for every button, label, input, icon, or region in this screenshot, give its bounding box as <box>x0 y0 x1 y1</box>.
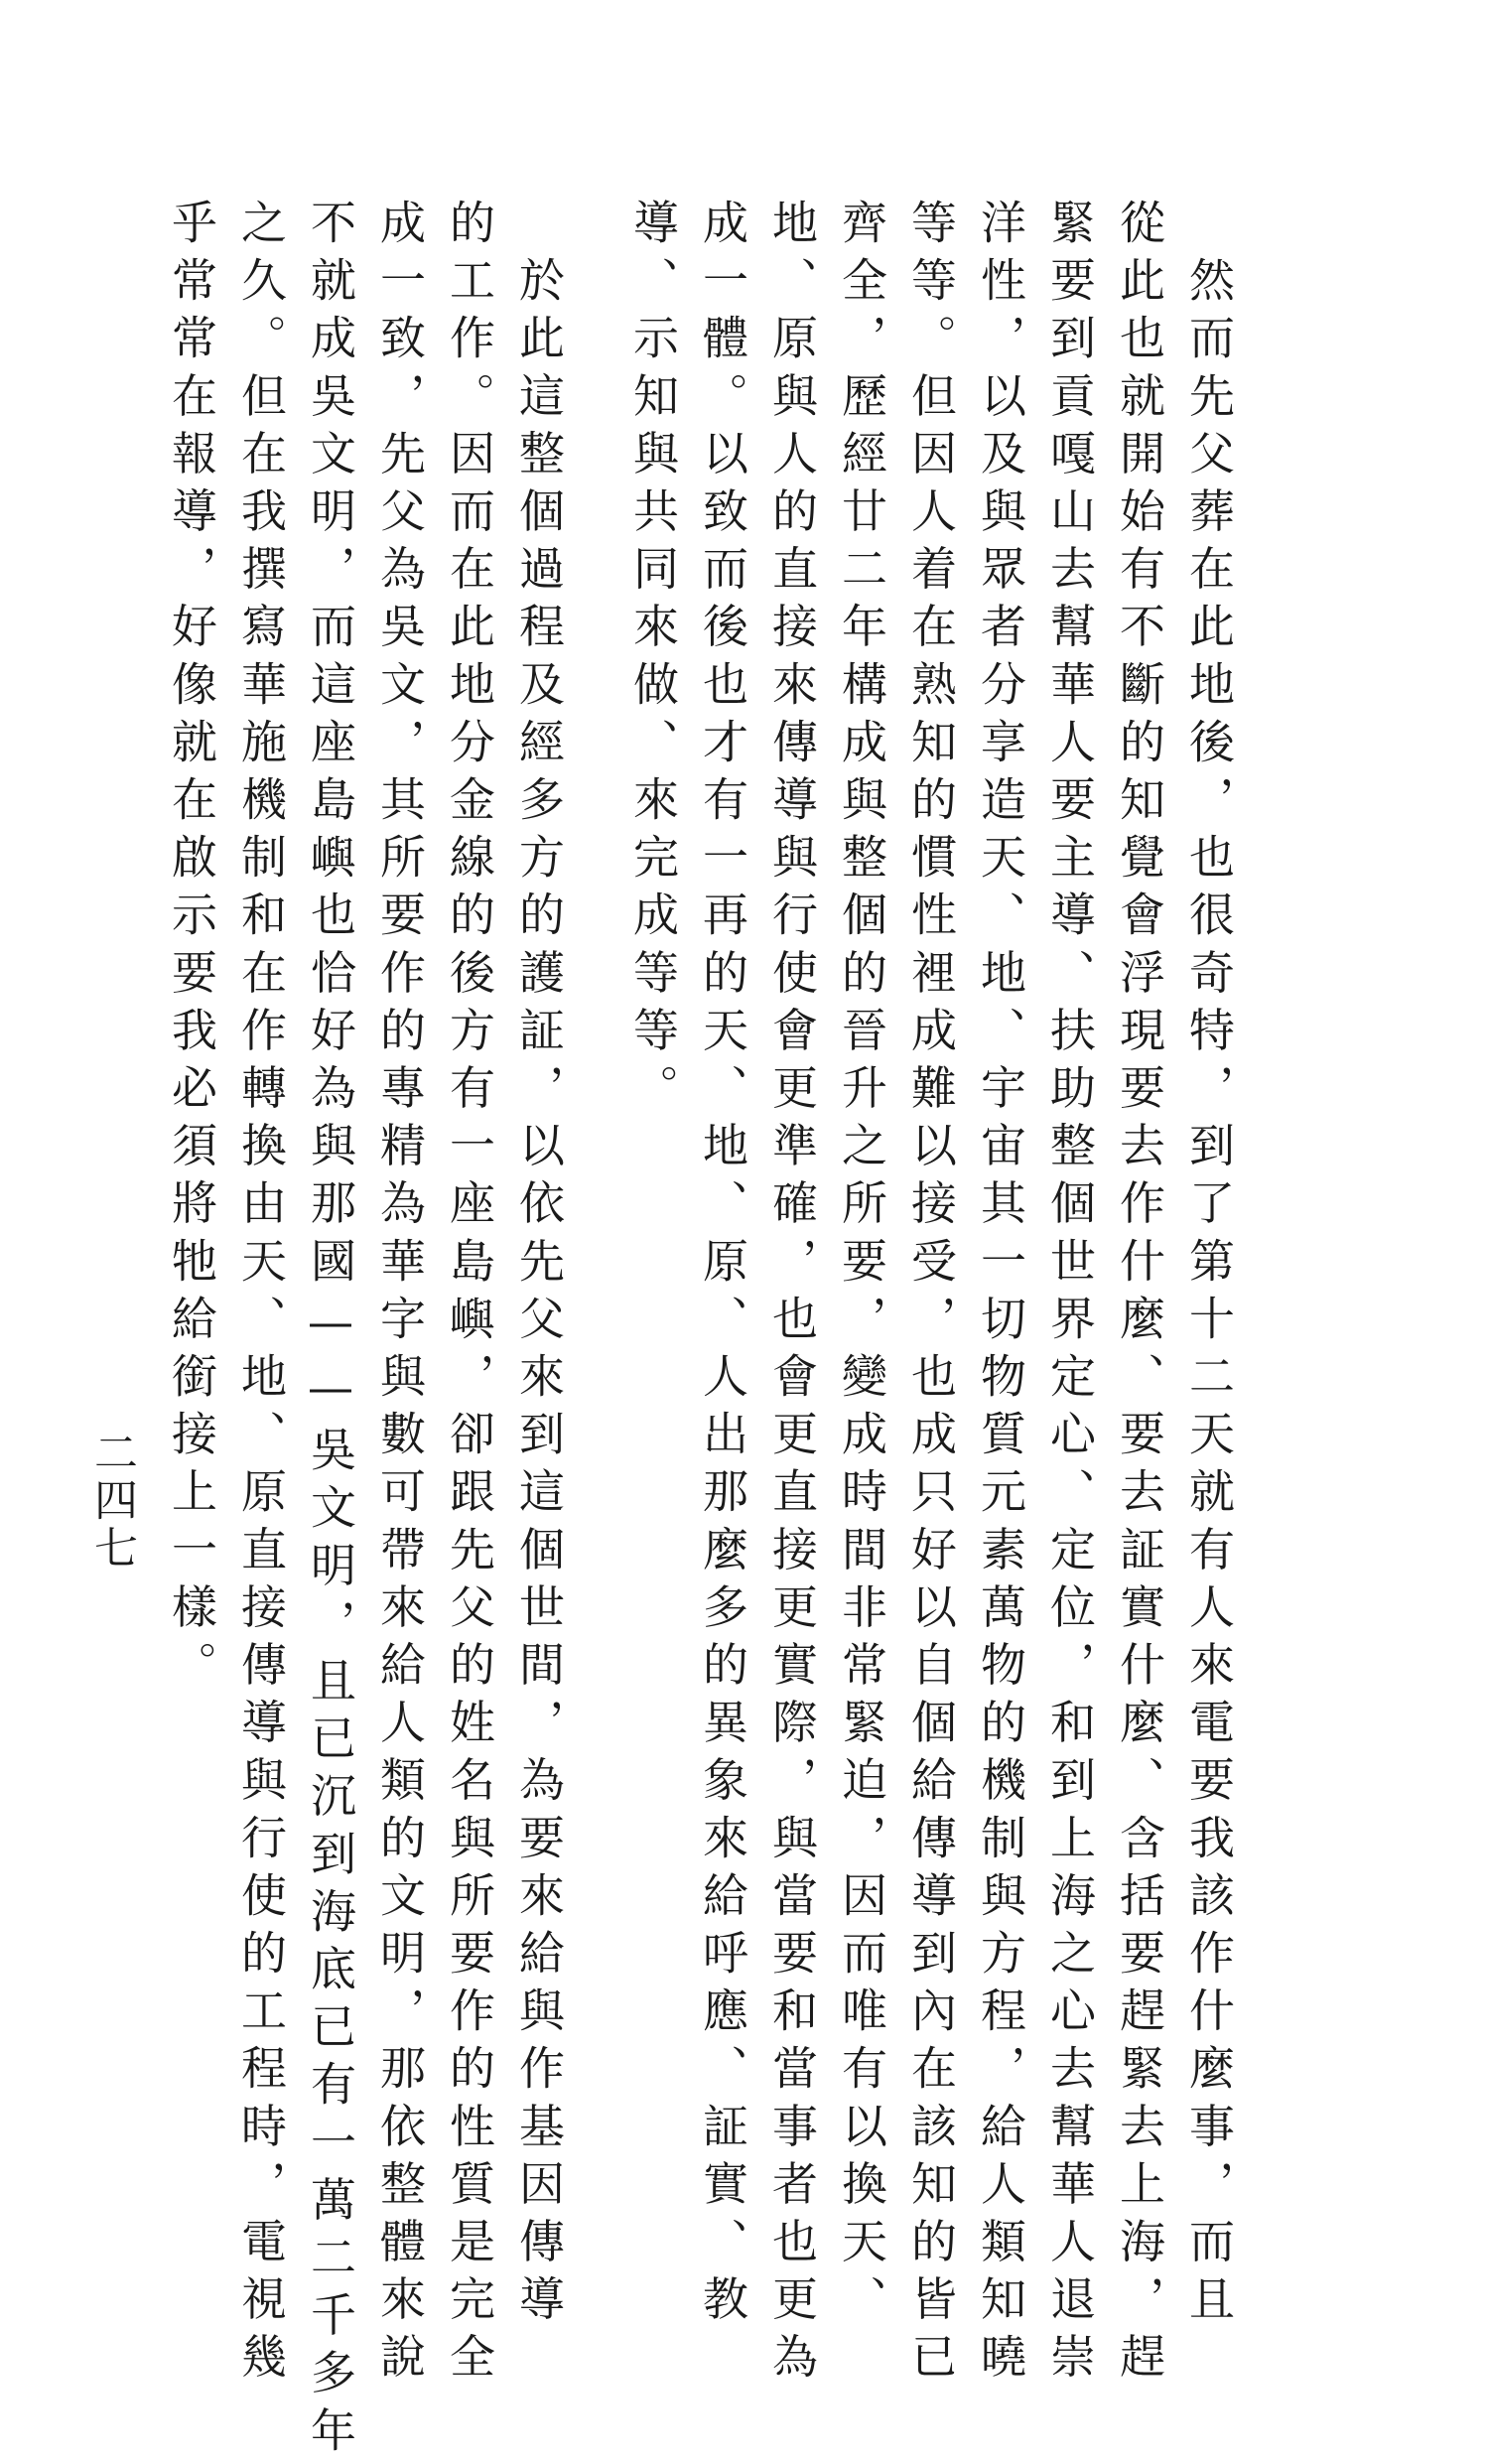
text-column-14: 之久。但在我撰寫華施機制和在作轉換由天、地、原直接傳導與行使的工程時，電視幾 <box>234 199 288 2391</box>
page-number: 二四七 <box>86 1430 137 1573</box>
text-column-1: 然而先父葬在此地後，也很奇特，到了第十二天就有人來電要我該作什麼事，而且 <box>1182 199 1236 2333</box>
text-column-11: 的工作。因而在此地分金線的後方有一座島嶼，卻跟先父的姓名與所要作的性質是完全 <box>443 199 496 2391</box>
text-column-5: 等等。但因人着在熟知的慣性裡成難以接受，也成只好以自個給傳導到內在該知的皆已 <box>904 199 958 2391</box>
text-column-6: 齊全，歷經廿二年構成與整個的晉升之所要，變成時間非常緊迫，因而唯有以換天、 <box>835 199 888 2333</box>
text-column-13: 不就成吳文明，而這座島嶼也恰好為與那國——吳文明，且已沉到海底已有一萬二千多年 <box>304 199 357 2464</box>
text-column-10: 於此這整個過程及經多方的護証，以依先父來到這個世間，為要來給與作基因傳導 <box>512 199 566 2333</box>
text-column-12: 成一致，先父為吳文，其所要作的專精為華字與數可帶來給人類的文明，那依整體來說 <box>373 199 427 2391</box>
text-column-8: 成一體。以致而後也才有一再的天、地、原、人出那麼多的異象來給呼應、証實、教 <box>696 199 749 2333</box>
text-column-4: 洋性，以及與眾者分享造天、地、宇宙其一切物質元素萬物的機制與方程，給人類知曉 <box>974 199 1027 2391</box>
text-column-2: 從此也就開始有不斷的知覺會浮現要去作什麼、要去証實什麼、含括要趕緊去上海，趕 <box>1113 199 1166 2391</box>
text-column-15: 乎常常在報導，好像就在啟示要我必須將牠給銜接上一樣。 <box>165 199 218 1699</box>
text-column-9: 導、示知與共同來做、來完成等等。 <box>626 199 680 1122</box>
text-column-3: 緊要到貢嘎山去幫華人要主導、扶助整個世界定心、定位，和到上海之心去幫華人退崇 <box>1043 199 1097 2391</box>
text-column-7: 地、原與人的直接來傳導與行使會更準確，也會更直接更實際，與當要和當事者也更為 <box>765 199 819 2391</box>
